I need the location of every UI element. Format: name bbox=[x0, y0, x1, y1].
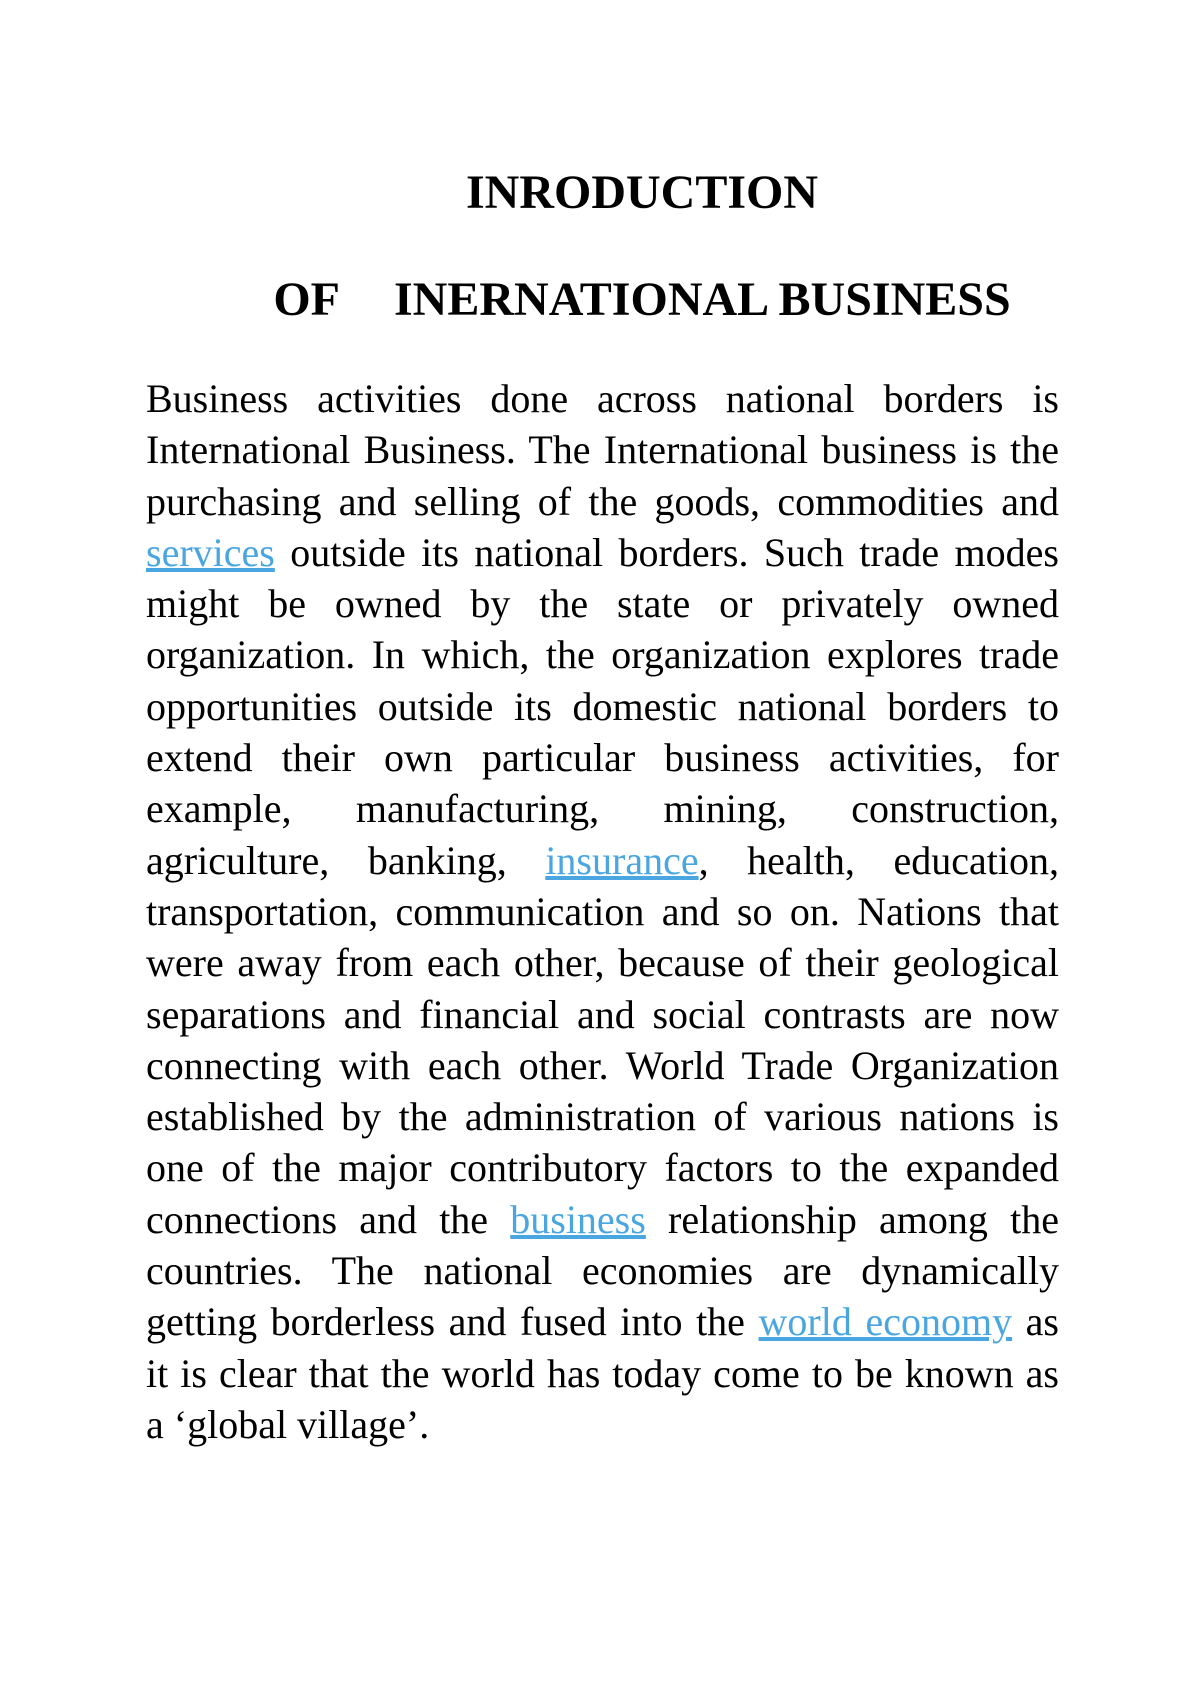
world-economy-link[interactable]: world economy bbox=[758, 1299, 1013, 1345]
paragraph-segment: as it is clear that the world has today come to be known as a ‘global village’. bbox=[146, 1299, 1059, 1447]
insurance-link[interactable]: insurance bbox=[545, 837, 699, 883]
paragraph-segment: Business activities done across national borders is International Business. The International business is the purchasing and selling of the goods, commodities and bbox=[146, 376, 1059, 524]
subtitle-word-of: OF bbox=[273, 273, 340, 326]
page-subtitle bbox=[42, 272, 1200, 328]
business-link[interactable]: business bbox=[510, 1196, 646, 1242]
paragraph-segment: , health, education, transportation, communication and so on. Nations that were away from each other, because of their geological separations and financial and social contrasts are now connecting with each other. World Trade Organization established by the administration of various nations is one of the major contributory factors to the expanded connections and the bbox=[146, 837, 1059, 1242]
page-title bbox=[42, 165, 1200, 221]
subtitle-international-business: INERNATIONAL BUSINESS bbox=[394, 273, 1011, 326]
services-link[interactable]: services bbox=[146, 529, 275, 575]
title-line-1: INRODUCTION bbox=[465, 166, 819, 219]
body-paragraph bbox=[146, 373, 1059, 1450]
paragraph-segment: relationship among the countries. The national economies are dynamically getting borderless and fused into the bbox=[146, 1196, 1059, 1345]
paragraph-segment: outside its national borders. Such trade modes might be owned by the state or privately owned organization. In which, the organization explores trade opportunities outside its domestic national borders to extend their own particular business activities, for example, manufacturing, mining, construction, agriculture, banking, bbox=[146, 529, 1059, 883]
